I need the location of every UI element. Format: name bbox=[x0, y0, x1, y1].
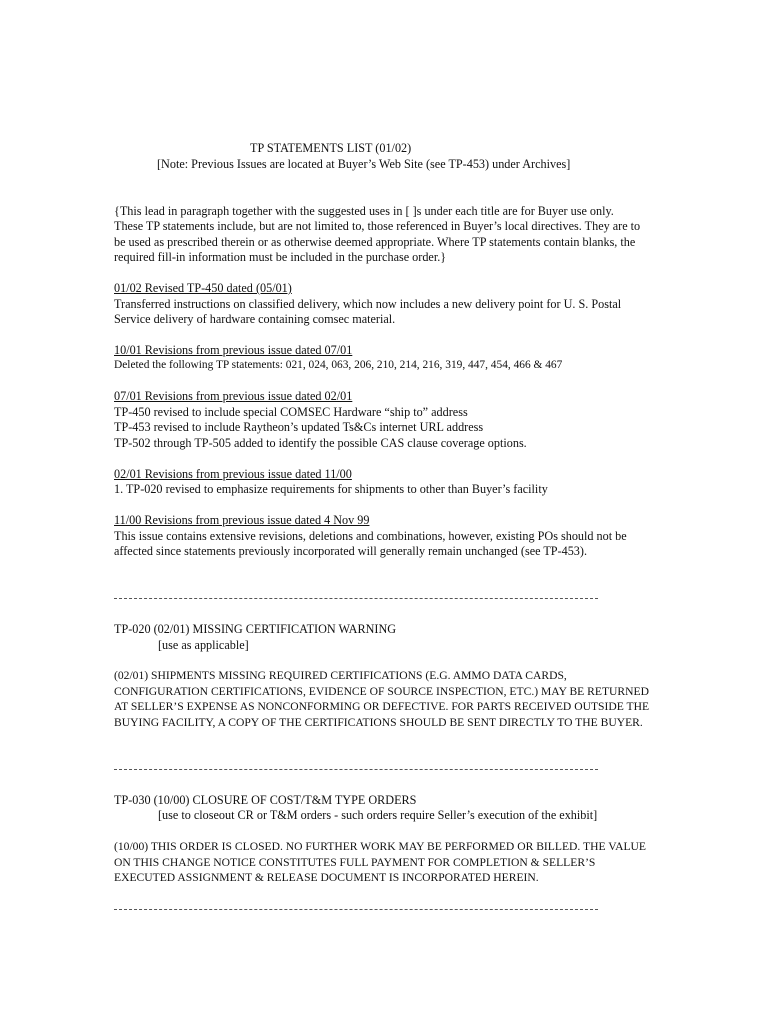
document-title: TP STATEMENTS LIST (01/02) bbox=[250, 141, 412, 155]
statement-body-line: CONFIGURATION CERTIFICATIONS, EVIDENCE OF SOURCE INSPECTION, ETC.) MAY BE RETURNED bbox=[114, 685, 649, 698]
revision-text: TP-502 through TP-505 added to identify the possible CAS clause coverage options. bbox=[114, 436, 527, 450]
lead-paragraph-line: {This lead in paragraph together with the suggested uses in [ ]s under each title are for Buyer use only. bbox=[114, 204, 614, 218]
section-divider bbox=[114, 769, 598, 770]
revision-text: 1. TP-020 revised to emphasize requirements for shipments to other than Buyer’s facility bbox=[114, 482, 548, 496]
lead-paragraph-line: These TP statements include, but are not limited to, those referenced in Buyer’s local directives. They are to bbox=[114, 219, 641, 233]
statement-usage: [use to closeout CR or T&M orders - such orders require Seller’s execution of the exhibit] bbox=[158, 808, 598, 822]
lead-paragraph-line: be used as prescribed therein or as otherwise deemed appropriate. Where TP statements contain blanks, the bbox=[114, 235, 636, 249]
revision-text: affected since statements previously incorporated will generally remain unchanged (see TP-453). bbox=[114, 544, 588, 558]
statement-body-line: (10/00) THIS ORDER IS CLOSED. NO FURTHER WORK MAY BE PERFORMED OR BILLED. THE VALUE bbox=[114, 840, 647, 853]
statement-body-line: EXECUTED ASSIGNMENT & RELEASE DOCUMENT IS INCORPORATED HEREIN. bbox=[114, 871, 539, 884]
revision-text: TP-450 revised to include special COMSEC Hardware “ship to” address bbox=[114, 405, 468, 419]
statement-title: TP-020 (02/01) MISSING CERTIFICATION WARNING bbox=[114, 622, 397, 636]
lead-paragraph-line: required fill-in information must be included in the purchase order.} bbox=[114, 250, 447, 264]
statement-body-line: ON THIS CHANGE NOTICE CONSTITUTES FULL PAYMENT FOR COMPLETION & SELLER’S bbox=[114, 856, 596, 869]
revision-text: TP-453 revised to include Raytheon’s updated Ts&Cs internet URL address bbox=[114, 420, 484, 434]
section-divider bbox=[114, 598, 598, 599]
revision-heading: 10/01 Revisions from previous issue dated 07/01 bbox=[114, 343, 353, 357]
revision-heading: 11/00 Revisions from previous issue dated 4 Nov 99 bbox=[114, 513, 370, 527]
statement-body-line: (02/01) SHIPMENTS MISSING REQUIRED CERTIFICATIONS (E.G. AMMO DATA CARDS, bbox=[114, 669, 567, 682]
statement-body-line: BUYING FACILITY, A COPY OF THE CERTIFICATIONS SHOULD BE SENT DIRECTLY TO THE BUYER. bbox=[114, 716, 643, 729]
revision-text: Transferred instructions on classified delivery, which now includes a new delivery point for U. S. Postal bbox=[114, 297, 622, 311]
section-divider bbox=[114, 909, 598, 910]
statement-body-line: AT SELLER’S EXPENSE AS NONCONFORMING OR DEFECTIVE. FOR PARTS RECEIVED OUTSIDE THE bbox=[114, 700, 650, 713]
revision-heading: 02/01 Revisions from previous issue dated 11/00 bbox=[114, 467, 352, 481]
archive-note: [Note: Previous Issues are located at Buyer’s Web Site (see TP-453) under Archives] bbox=[157, 157, 571, 171]
revision-text: Service delivery of hardware containing comsec material. bbox=[114, 312, 396, 326]
revision-heading: 07/01 Revisions from previous issue dated 02/01 bbox=[114, 389, 353, 403]
revision-text: This issue contains extensive revisions, deletions and combinations, however, existing POs should not be bbox=[114, 529, 627, 543]
revision-text: Deleted the following TP statements: 021, 024, 063, 206, 210, 214, 216, 319, 447, 454, 466 & 467 bbox=[114, 359, 563, 371]
statement-title: TP-030 (10/00) CLOSURE OF COST/T&M TYPE ORDERS bbox=[114, 793, 417, 807]
revision-heading: 01/02 Revised TP-450 dated (05/01) bbox=[114, 281, 292, 295]
statement-usage: [use as applicable] bbox=[158, 638, 249, 652]
